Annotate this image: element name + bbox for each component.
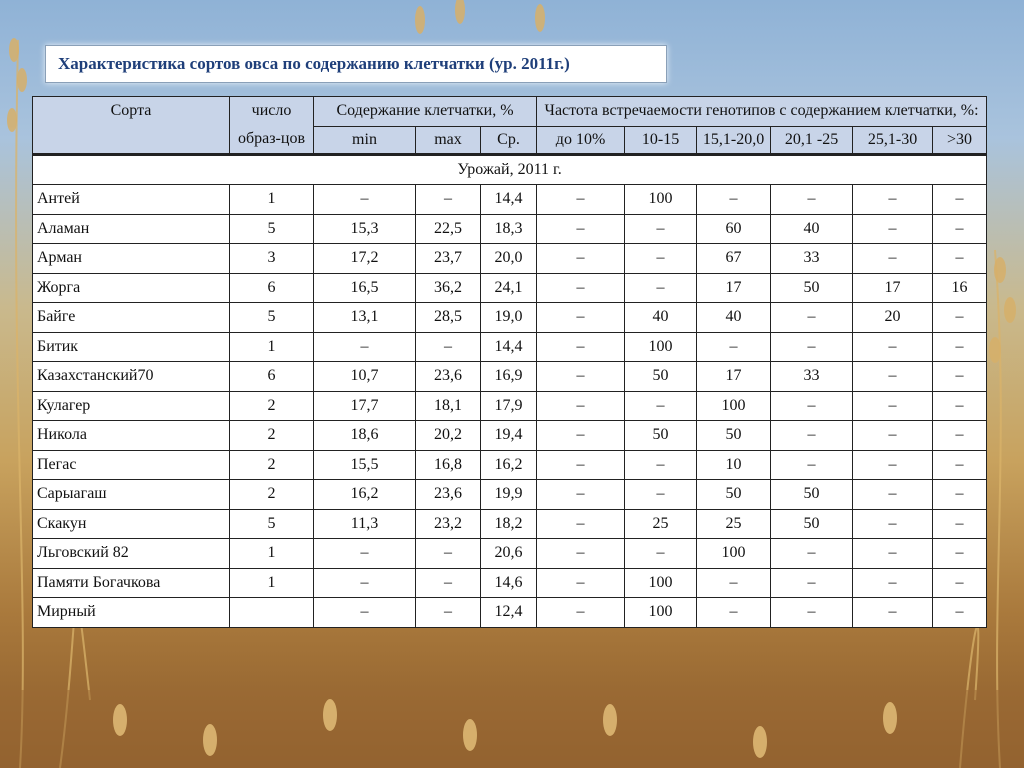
table-cell: –	[933, 421, 987, 451]
table-cell: 40	[771, 214, 853, 244]
variety-name: Кулагер	[33, 391, 230, 421]
table-cell: 24,1	[481, 273, 537, 303]
table-cell: 5	[230, 509, 314, 539]
table-cell: –	[933, 598, 987, 628]
table-cell: –	[537, 391, 625, 421]
table-cell: –	[933, 244, 987, 274]
table-header	[33, 97, 987, 155]
table-cell: –	[771, 450, 853, 480]
table-row	[33, 450, 987, 480]
table-cell: 16,8	[416, 450, 481, 480]
table-cell: –	[697, 598, 771, 628]
table-row	[33, 421, 987, 451]
header-freq-over-30: >30	[933, 126, 987, 155]
table-cell: 50	[771, 480, 853, 510]
table-cell: 18,1	[416, 391, 481, 421]
header-freq-15-20: 15,1-20,0	[697, 126, 771, 155]
table-cell: 13,1	[314, 303, 416, 333]
header-fiber-content: Содержание клетчатки, %	[314, 97, 537, 127]
table-row	[33, 214, 987, 244]
table-cell: 12,4	[481, 598, 537, 628]
table-cell: 10,7	[314, 362, 416, 392]
header-freq-under-10: до 10%	[537, 126, 625, 155]
table-cell: 50	[697, 421, 771, 451]
table-cell: 1	[230, 185, 314, 215]
table-cell: –	[933, 214, 987, 244]
table-cell: –	[537, 421, 625, 451]
variety-name: Жорга	[33, 273, 230, 303]
table-cell: –	[537, 332, 625, 362]
variety-name: Памяти Богачкова	[33, 568, 230, 598]
table-cell: –	[933, 539, 987, 569]
table-cell: 23,6	[416, 362, 481, 392]
table-cell: –	[537, 539, 625, 569]
variety-name: Никола	[33, 421, 230, 451]
table-cell: 3	[230, 244, 314, 274]
table-cell: 100	[625, 185, 697, 215]
table-cell: 100	[697, 391, 771, 421]
table-cell: –	[537, 480, 625, 510]
table-cell: 19,4	[481, 421, 537, 451]
table-cell: –	[933, 568, 987, 598]
table-cell: –	[537, 362, 625, 392]
table-cell: –	[853, 509, 933, 539]
table-cell: 1	[230, 332, 314, 362]
table-cell: –	[853, 421, 933, 451]
table-cell: 16,2	[314, 480, 416, 510]
variety-name: Арман	[33, 244, 230, 274]
table-cell: –	[853, 568, 933, 598]
table-cell: 1	[230, 539, 314, 569]
table-cell: 100	[625, 332, 697, 362]
table-cell: 2	[230, 450, 314, 480]
table-row	[33, 362, 987, 392]
table-cell: –	[771, 539, 853, 569]
table-cell: –	[625, 539, 697, 569]
table-row	[33, 391, 987, 421]
table-cell: –	[853, 480, 933, 510]
table-cell: –	[853, 598, 933, 628]
variety-name: Скакун	[33, 509, 230, 539]
table-cell: 23,7	[416, 244, 481, 274]
table-cell: 50	[771, 509, 853, 539]
harvest-label: Урожай, 2011 г.	[33, 155, 987, 185]
table-cell: 23,6	[416, 480, 481, 510]
table-cell: 22,5	[416, 214, 481, 244]
variety-name: Льговский 82	[33, 539, 230, 569]
table-cell: 16,2	[481, 450, 537, 480]
table-cell: 25	[697, 509, 771, 539]
table-cell: –	[933, 185, 987, 215]
table-cell: –	[625, 480, 697, 510]
table-cell: –	[853, 450, 933, 480]
table-cell: –	[416, 332, 481, 362]
table-row	[33, 568, 987, 598]
table-cell: 36,2	[416, 273, 481, 303]
table-cell: –	[853, 332, 933, 362]
table-cell: –	[314, 598, 416, 628]
table-cell: –	[537, 568, 625, 598]
table-cell: 18,6	[314, 421, 416, 451]
table-cell: 18,3	[481, 214, 537, 244]
table-cell: –	[771, 303, 853, 333]
table-cell: 20,2	[416, 421, 481, 451]
table-cell: 50	[697, 480, 771, 510]
header-freq-20-25: 20,1 -25	[771, 126, 853, 155]
table-cell: –	[537, 598, 625, 628]
table-cell: 11,3	[314, 509, 416, 539]
table-cell: 2	[230, 421, 314, 451]
table-cell: 60	[697, 214, 771, 244]
table-cell: –	[853, 244, 933, 274]
table-cell: 16,9	[481, 362, 537, 392]
table-cell: 15,3	[314, 214, 416, 244]
table-cell: –	[697, 568, 771, 598]
table-row	[33, 539, 987, 569]
table-cell: 25	[625, 509, 697, 539]
table-cell: –	[416, 185, 481, 215]
table-cell: –	[416, 568, 481, 598]
table-cell: 17,2	[314, 244, 416, 274]
table-cell: –	[771, 421, 853, 451]
table-cell: –	[314, 539, 416, 569]
header-avg: Ср.	[481, 126, 537, 155]
table-cell: –	[314, 568, 416, 598]
table-cell: –	[933, 450, 987, 480]
slide-title: Характеристика сортов овса по содержанию клетчатки (ур. 2011г.)	[45, 45, 667, 83]
table-cell: 14,6	[481, 568, 537, 598]
table-cell: –	[933, 303, 987, 333]
table-cell	[230, 598, 314, 628]
table-cell: 6	[230, 362, 314, 392]
table-cell: –	[537, 185, 625, 215]
table-row	[33, 273, 987, 303]
table-cell: –	[625, 244, 697, 274]
header-max: max	[416, 126, 481, 155]
table-cell: –	[625, 391, 697, 421]
table-cell: –	[697, 332, 771, 362]
header-freq-10-15: 10-15	[625, 126, 697, 155]
table-cell: –	[933, 509, 987, 539]
table-cell: –	[416, 598, 481, 628]
variety-name: Сарыагаш	[33, 480, 230, 510]
table-body	[33, 155, 987, 628]
fiber-table	[32, 96, 987, 628]
table-cell: 16	[933, 273, 987, 303]
table-cell: 14,4	[481, 185, 537, 215]
table-cell: 17	[697, 273, 771, 303]
table-row	[33, 480, 987, 510]
variety-name: Байге	[33, 303, 230, 333]
table-cell: 18,2	[481, 509, 537, 539]
table-cell: –	[537, 273, 625, 303]
table-cell: –	[771, 332, 853, 362]
header-min: min	[314, 126, 416, 155]
table-cell: –	[933, 480, 987, 510]
variety-name: Битик	[33, 332, 230, 362]
table-cell: –	[537, 450, 625, 480]
table-cell: –	[697, 185, 771, 215]
table-cell: 19,9	[481, 480, 537, 510]
table-cell: 100	[625, 598, 697, 628]
table-row	[33, 303, 987, 333]
table-cell: –	[314, 185, 416, 215]
table-cell: 50	[771, 273, 853, 303]
table-cell: 1	[230, 568, 314, 598]
table-row	[33, 185, 987, 215]
table-cell: –	[853, 185, 933, 215]
table-cell: –	[771, 391, 853, 421]
variety-name: Пегас	[33, 450, 230, 480]
table-cell: 5	[230, 214, 314, 244]
table-cell: 33	[771, 362, 853, 392]
table-cell: 17,7	[314, 391, 416, 421]
variety-name: Антей	[33, 185, 230, 215]
header-samples: число образ-цов	[230, 97, 314, 155]
table-cell: 100	[625, 568, 697, 598]
table-cell: –	[537, 509, 625, 539]
table-cell: 2	[230, 391, 314, 421]
table-cell: 17,9	[481, 391, 537, 421]
table-cell: –	[771, 568, 853, 598]
table-cell: –	[933, 332, 987, 362]
table-cell: –	[853, 539, 933, 569]
table-cell: 28,5	[416, 303, 481, 333]
table-cell: 100	[697, 539, 771, 569]
table-cell: –	[933, 391, 987, 421]
table-cell: –	[537, 244, 625, 274]
table-cell: 33	[771, 244, 853, 274]
header-variety: Сорта	[33, 97, 230, 155]
fiber-table-container	[32, 96, 986, 628]
variety-name: Казахстанский70	[33, 362, 230, 392]
table-cell: –	[771, 185, 853, 215]
table-row	[33, 598, 987, 628]
table-cell: 23,2	[416, 509, 481, 539]
table-row	[33, 244, 987, 274]
table-cell: –	[625, 214, 697, 244]
table-cell: 17	[697, 362, 771, 392]
table-cell: 50	[625, 421, 697, 451]
table-cell: –	[853, 214, 933, 244]
table-cell: 20,6	[481, 539, 537, 569]
table-cell: –	[537, 303, 625, 333]
table-cell: –	[853, 391, 933, 421]
table-cell: 14,4	[481, 332, 537, 362]
table-cell: 20,0	[481, 244, 537, 274]
table-cell: 19,0	[481, 303, 537, 333]
table-row	[33, 332, 987, 362]
table-cell: –	[537, 214, 625, 244]
table-cell: –	[314, 332, 416, 362]
table-row	[33, 509, 987, 539]
table-cell: –	[416, 539, 481, 569]
table-cell: 17	[853, 273, 933, 303]
table-cell: –	[853, 362, 933, 392]
variety-name: Мирный	[33, 598, 230, 628]
harvest-row	[33, 155, 987, 185]
table-cell: –	[625, 273, 697, 303]
variety-name: Аламан	[33, 214, 230, 244]
table-cell: 10	[697, 450, 771, 480]
table-cell: 40	[697, 303, 771, 333]
table-cell: 40	[625, 303, 697, 333]
table-cell: 2	[230, 480, 314, 510]
table-cell: 5	[230, 303, 314, 333]
table-cell: –	[625, 450, 697, 480]
header-freq-25-30: 25,1-30	[853, 126, 933, 155]
table-cell: 15,5	[314, 450, 416, 480]
table-cell: 16,5	[314, 273, 416, 303]
table-cell: 6	[230, 273, 314, 303]
table-cell: 20	[853, 303, 933, 333]
table-cell: –	[771, 598, 853, 628]
table-cell: 67	[697, 244, 771, 274]
header-frequency: Частота встречаемости генотипов с содержанием клетчатки, %:	[537, 97, 987, 127]
table-cell: 50	[625, 362, 697, 392]
table-cell: –	[933, 362, 987, 392]
